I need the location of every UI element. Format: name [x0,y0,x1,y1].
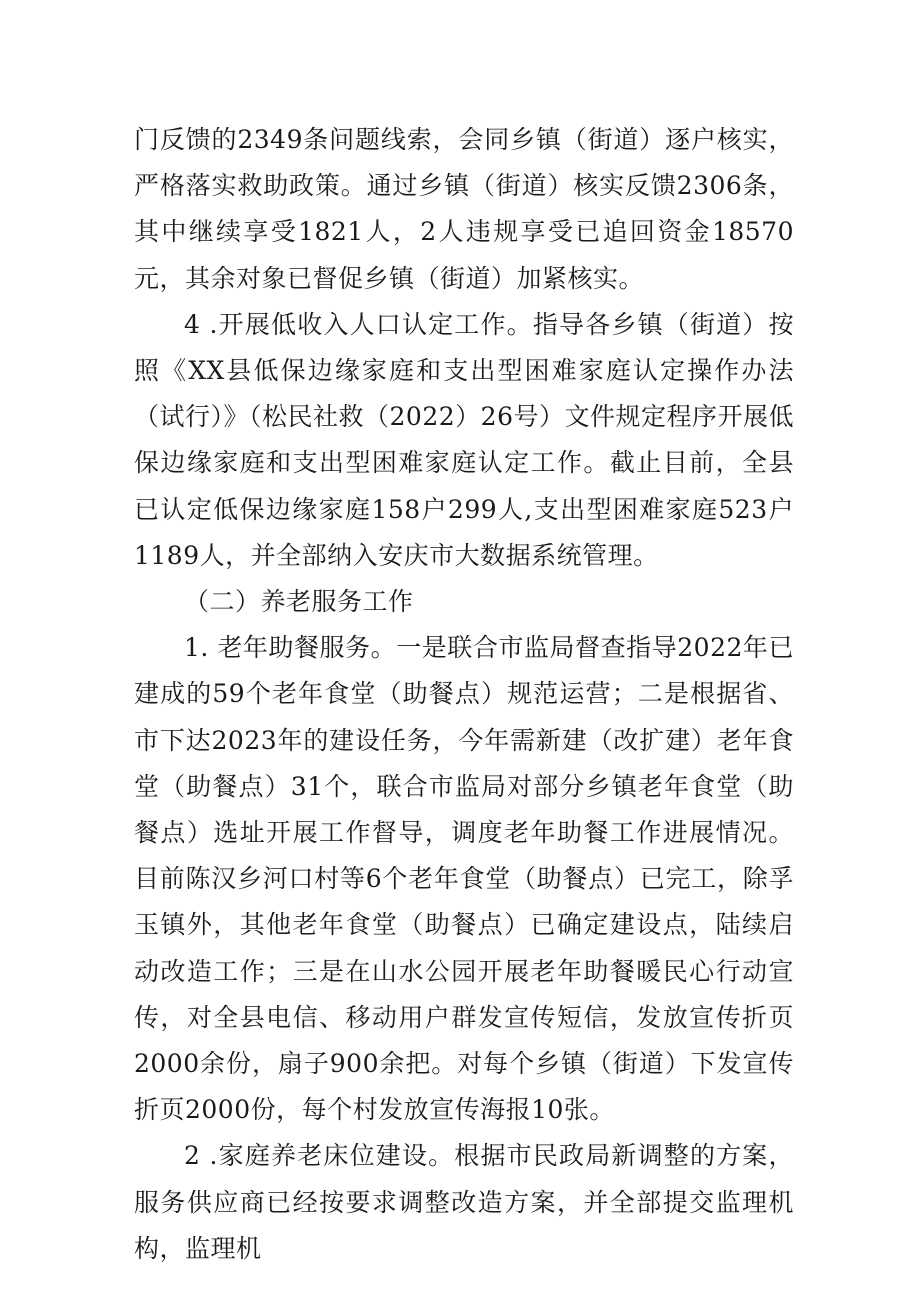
paragraph-continuation: 门反馈的2349条问题线索，会同乡镇（街道）逐户核实，严格落实救助政策。通过乡镇（街道）核实反馈2306条，其中继续享受1821人，2人违规享受已追回资金18570元，其余对象已督促乡镇（街道）加紧核实。 [134,125,794,293]
document-body [134,117,794,1272]
section-heading-elderly-care: （二）养老服务工作 [184,587,414,617]
paragraph-home-care-beds: 2 .家庭养老床位建设。根据市民政局新调整的方案，服务供应商已经按要求调整改造方案，并全部提交监理机构，监理机 [134,1141,794,1263]
paragraph-elderly-meal-service: 1. 老年助餐服务。一是联合市监局督查指导2022年已建成的59个老年食堂（助餐点）规范运营；二是根据省、市下达2023年的建设任务，今年需新建（改扩建）老年食堂（助餐点）31个，联合市监局对部分乡镇老年食堂（助餐点）选址开展工作督导，调度老年助餐工作进展情况。目前陈汉乡河口村等6个老年食堂（助餐点）已完工，除孚玉镇外，其他老年食堂（助餐点）已确定建设点，陆续启动改造工作；三是在山水公园开展老年助餐暖民心行动宣传，对全县电信、移动用户群发宣传短信，发放宣传折页2000余份，扇子900余把。对每个乡镇（街道）下发宣传折页2000份，每个村发放宣传海报10张。 [134,633,794,1125]
paragraph-low-income-identification: 4 .开展低收入人口认定工作。指导各乡镇（街道）按照《XX县低保边缘家庭和支出型困难家庭认定操作办法（试行）》（松民社救（2022）26号）文件规定程序开展低保边缘家庭和支出型困难家庭认定工作。截止目前，全县已认定低保边缘家庭158户299人,支出型困难家庭523户1189人，并全部纳入安庆市大数据系统管理。 [134,309,794,570]
